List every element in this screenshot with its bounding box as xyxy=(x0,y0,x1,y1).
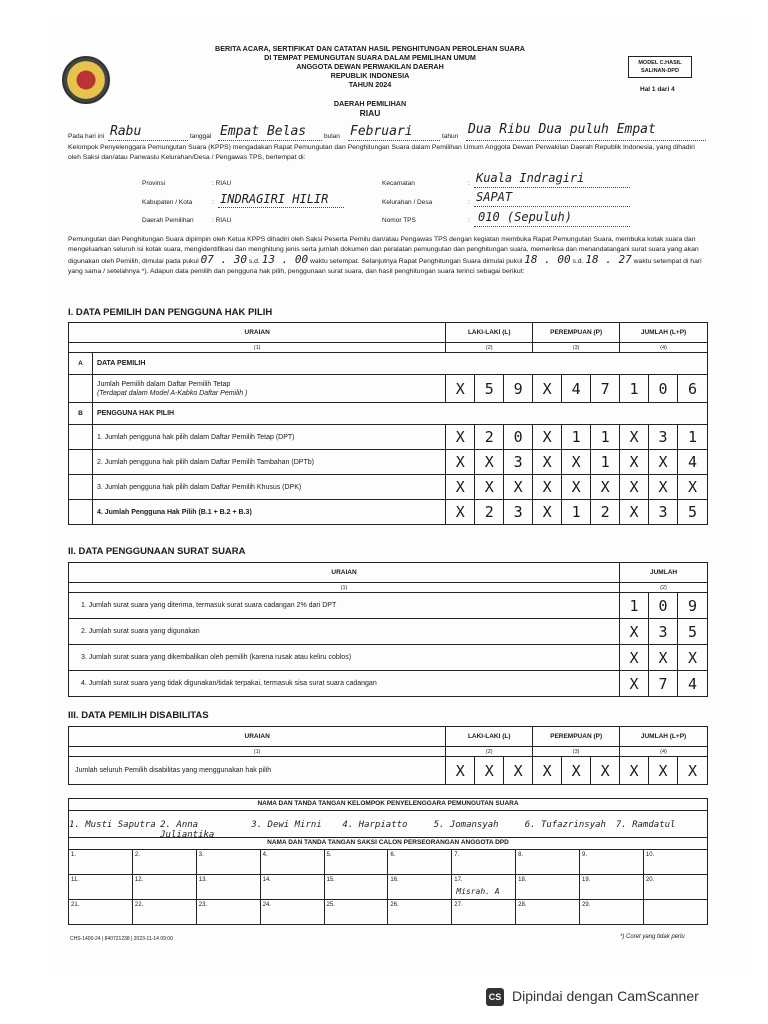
provinsi-value: : RIAU xyxy=(212,180,232,187)
cell: X xyxy=(620,425,649,450)
s3-n1: (1) xyxy=(69,747,446,757)
intro-paragraph: Kelompok Penyelenggara Pemungutan Suara (KPPS) mengadakan Rapat Pemungutan dan Penghitungan Suara dalam Pemilihan Umum Anggota Dewan Perwakilan Daerah Republik Indonesia, yang dihadiri oleh Saksi dan/atau Panwaslu Kelurahan/Desa / Pengawas TPS, bertempat di: xyxy=(68,144,695,161)
s2-n2: (2) xyxy=(620,583,708,593)
saksi-cell-number: 17. xyxy=(454,877,463,883)
saksi-cell: 2. xyxy=(132,850,196,875)
cell: X xyxy=(649,475,678,500)
saksi-cell xyxy=(643,900,707,925)
cell: X xyxy=(677,475,707,500)
cell: 1 xyxy=(620,375,649,403)
saksi-row xyxy=(69,875,708,900)
kpps-sign-5: 5. Jomansyah xyxy=(433,820,499,830)
cell: X xyxy=(620,500,649,525)
kpps-sign-4: 4. Harpiatto xyxy=(342,820,408,830)
cell: X xyxy=(446,475,475,500)
saksi-cell: 9. xyxy=(580,850,644,875)
kabupaten-label: Kabupaten / Kota xyxy=(142,199,193,206)
table-row xyxy=(69,645,708,671)
kpps-title: NAMA DAN TANDA TANGAN KELOMPOK PENYELENGGARA PEMUNGUTAN SUARA xyxy=(69,799,708,811)
s1-h-j: JUMLAH (L+P) xyxy=(620,323,708,343)
kelurahan-label: Kelurahan / Desa xyxy=(382,199,433,206)
camscanner-icon: CS xyxy=(486,988,504,1006)
saksi-cell: 4. xyxy=(260,850,324,875)
cell: X xyxy=(533,375,562,403)
para2-text3: waktu setempat di hari yang sama / setelahnya *). Adapun data pemilih dan pengguna hak pilih, penggunaan surat suara, dan hasil penghitungan suara terinci sebagai berikut: xyxy=(68,258,702,275)
s1-a-row-line2: (Terdapat dalam Model A-Kabko Daftar Pemilih ) xyxy=(96,389,248,397)
footer-note: *) Coret yang tidak perlu xyxy=(620,934,685,940)
saksi-cell: 1. xyxy=(69,850,133,875)
cell: X xyxy=(533,500,562,525)
cell: 3 xyxy=(649,619,678,645)
doc-title-5: TAHUN 2024 xyxy=(348,80,392,89)
s3-n4: (4) xyxy=(620,747,708,757)
hari-value: Rabu xyxy=(110,124,142,139)
cell: 5 xyxy=(677,500,707,525)
row-label: 2. Jumlah pengguna hak pilih dalam Daftar Pemilih Tambahan (DPTb) xyxy=(92,450,445,475)
camscanner-label: Dipindai dengan CamScanner xyxy=(512,988,699,1004)
waktu-setempat: waktu setempat. xyxy=(310,258,360,265)
daerah-value: RIAU xyxy=(359,108,381,118)
daerah-label: DAERAH PEMILIHAN xyxy=(333,99,407,108)
cell: X xyxy=(446,425,475,450)
tahun-value: Dua Ribu Dua puluh Empat xyxy=(468,122,656,137)
tps-label: Nomor TPS xyxy=(382,217,416,224)
row-label: 3. Jumlah surat suara yang dikembalikan oleh pemilih (karena rusak atau keliru coblos) xyxy=(69,645,620,671)
s3-h-p: PEREMPUAN (P) xyxy=(533,727,620,747)
cell: 5 xyxy=(678,619,708,645)
section1-title: I. DATA PEMILIH DAN PENGGUNA HAK PILIH xyxy=(68,307,273,318)
bulan-label: bulan xyxy=(324,133,340,140)
count-start: 18 . 00 xyxy=(524,253,571,266)
saksi-cell: 27. xyxy=(452,900,516,925)
section3-title: III. DATA PEMILIH DISABILITAS xyxy=(68,710,209,721)
tanggal-value: Empat Belas xyxy=(220,124,307,139)
saksi-cell: 7. xyxy=(452,850,516,875)
cell: X xyxy=(649,450,678,475)
section2-title: II. DATA PENGGUNAAN SURAT SUARA xyxy=(68,546,246,557)
s1-n3: (3) xyxy=(533,343,620,353)
row-label: 4. Jumlah Pengguna Hak Pilih (B.1 + B.2 + B.3) xyxy=(92,500,445,525)
saksi-row xyxy=(69,850,708,875)
cell: X xyxy=(533,450,562,475)
section1-table xyxy=(68,322,708,525)
cell: X xyxy=(504,757,533,785)
saksi-cell: 12. xyxy=(132,875,196,900)
cell: 0 xyxy=(649,375,678,403)
signature-table xyxy=(68,798,708,925)
cell: 7 xyxy=(591,375,620,403)
cell: X xyxy=(620,450,649,475)
s3-h-uraian: URAIAN xyxy=(69,727,446,747)
row-label: 1. Jumlah pengguna hak pilih dalam Daftar Pemilih Tetap (DPT) xyxy=(92,425,445,450)
saksi-cell: 22. xyxy=(132,900,196,925)
cell: X xyxy=(475,757,504,785)
cell: X xyxy=(475,450,504,475)
cell: 1 xyxy=(591,425,620,450)
doc-title-2: DI TEMPAT PEMUNGUTAN SUARA DALAM PEMILIHAN UMUM xyxy=(264,53,476,62)
pada-hari-label: Pada hari ini xyxy=(68,133,105,140)
s1-b-title: PENGGUNA HAK PILIH xyxy=(92,403,707,425)
table-row xyxy=(69,500,708,525)
provinsi-label: Provinsi xyxy=(142,180,166,187)
cell: X xyxy=(562,475,591,500)
dapil-label: Daerah Pemilihan xyxy=(142,217,194,224)
cell: X xyxy=(562,450,591,475)
saksi-cell: 19. xyxy=(580,875,644,900)
doc-title-3: ANGGOTA DEWAN PERWAKILAN DAERAH xyxy=(296,62,444,71)
cell: 0 xyxy=(504,425,533,450)
s2-h-uraian: URAIAN xyxy=(69,563,620,583)
saksi-cell: 5. xyxy=(324,850,388,875)
kpps-sign-7: 7. Ramdatul xyxy=(615,820,676,830)
saksi-cell: 6. xyxy=(388,850,452,875)
table-row xyxy=(69,450,708,475)
s3-n2: (2) xyxy=(446,747,533,757)
s3-h-j: JUMLAH (L+P) xyxy=(620,727,708,747)
table-row xyxy=(69,375,708,403)
cell: 2 xyxy=(475,425,504,450)
model-line1: MODEL C.HASIL xyxy=(638,60,682,66)
kecamatan-value: Kuala Indragiri xyxy=(476,171,585,185)
s3-h-l: LAKI-LAKI (L) xyxy=(446,727,533,747)
cell: 2 xyxy=(591,500,620,525)
sd-2: s.d. xyxy=(572,258,584,265)
kelurahan-value: SAPAT xyxy=(476,190,513,204)
s1-a-row-line1: Jumlah Pemilih dalam Daftar Pemilih Tetap xyxy=(96,380,231,388)
cell: X xyxy=(533,757,562,785)
cell: 9 xyxy=(678,593,708,619)
cell: 1 xyxy=(677,425,707,450)
cell: 1 xyxy=(620,593,649,619)
row-label: 2. Jumlah surat suara yang digunakan xyxy=(69,619,620,645)
table-row xyxy=(69,671,708,697)
start-time: 07 . 30 xyxy=(200,253,247,266)
cell: X xyxy=(649,645,678,671)
end-time: 13 . 00 xyxy=(261,253,309,266)
table-row xyxy=(69,619,708,645)
model-box xyxy=(628,56,692,78)
kpps-sign-1: 1. Musti Saputra xyxy=(69,820,156,830)
cell: X xyxy=(504,475,533,500)
saksi-cell: 25. xyxy=(324,900,388,925)
saksi-cell: 21. xyxy=(69,900,133,925)
cell: 3 xyxy=(649,425,678,450)
cell: 4 xyxy=(677,450,707,475)
cell: 4 xyxy=(562,375,591,403)
cell: X xyxy=(533,475,562,500)
tanggal-label: tanggal xyxy=(190,133,212,140)
s1-h-p: PEREMPUAN (P) xyxy=(533,323,620,343)
kpps-sign-2: 2. Anna Juliantika xyxy=(160,820,215,840)
cell: 7 xyxy=(649,671,678,697)
row-label: 1. Jumlah surat suara yang diterima, termasuk surat suara cadangan 2% dari DPT xyxy=(69,593,620,619)
s2-h-jumlah: JUMLAH xyxy=(620,563,708,583)
cell: X xyxy=(533,425,562,450)
section3-table xyxy=(68,726,708,785)
row-label: 4. Jumlah surat suara yang tidak digunakan/tidak terpakai, termasuk sisa surat suara cadangan xyxy=(69,671,620,697)
cell: X xyxy=(620,645,649,671)
kpps-sign-3: 3. Dewi Mirni xyxy=(251,820,322,830)
saksi-cell: 18. xyxy=(516,875,580,900)
cell: X xyxy=(446,375,475,403)
saksi-cell: 29. xyxy=(580,900,644,925)
cell: X xyxy=(678,645,708,671)
s1-n1: (1) xyxy=(69,343,446,353)
cell: 3 xyxy=(504,500,533,525)
cell: 9 xyxy=(504,375,533,403)
cell: 3 xyxy=(649,500,678,525)
saksi-row xyxy=(69,900,708,925)
saksi-cell: 3. xyxy=(196,850,260,875)
saksi-title: NAMA DAN TANDA TANGAN SAKSI CALON PERSEORANGAN ANGGOTA DPD xyxy=(69,838,708,850)
table-row xyxy=(69,757,708,785)
tps-value: 010 (Sepuluh) xyxy=(478,210,572,224)
cell: X xyxy=(446,757,475,785)
saksi-cell: 15. xyxy=(324,875,388,900)
cell: X xyxy=(620,671,649,697)
saksi-cell: 16. xyxy=(388,875,452,900)
bulan-value: Februari xyxy=(350,124,413,139)
saksi-cell: 13. xyxy=(196,875,260,900)
cell: X xyxy=(591,757,620,785)
cell: X xyxy=(620,475,649,500)
cell: 0 xyxy=(649,593,678,619)
saksi-cell: 24. xyxy=(260,900,324,925)
doc-title-4: REPUBLIK INDONESIA xyxy=(330,71,410,80)
s1-n4: (4) xyxy=(620,343,708,353)
saksi-cell: 8. xyxy=(516,850,580,875)
s1-n2: (2) xyxy=(446,343,533,353)
saksi-cell: 14. xyxy=(260,875,324,900)
s1-a-title: DATA PEMILIH xyxy=(92,353,707,375)
cell: X xyxy=(677,757,707,785)
section2-table xyxy=(68,562,708,697)
count-end: 18 . 27 xyxy=(585,253,632,266)
cell: X xyxy=(562,757,591,785)
tahun-label: tahun xyxy=(442,133,459,140)
saksi-cell: 10. xyxy=(643,850,707,875)
cell: 1 xyxy=(562,500,591,525)
para2-text2: Selanjutnya Rapat Penghitungan Suara dimulai pukul xyxy=(361,258,523,265)
model-line2: SALINAN-DPD xyxy=(641,68,679,74)
table-row xyxy=(69,425,708,450)
cell: 5 xyxy=(475,375,504,403)
saksi-cell: 20. xyxy=(643,875,707,900)
cell: X xyxy=(620,757,649,785)
cell: 6 xyxy=(677,375,707,403)
saksi-cell-17 xyxy=(452,875,516,900)
cell: X xyxy=(620,619,649,645)
saksi-sign-17: Misrah. A xyxy=(456,887,500,896)
cell: X xyxy=(591,475,620,500)
saksi-cell: 23. xyxy=(196,900,260,925)
row-label: Jumlah seluruh Pemilih disabilitas yang menggunakan hak pilih xyxy=(69,757,446,785)
s3-n3: (3) xyxy=(533,747,620,757)
cell: 3 xyxy=(504,450,533,475)
saksi-cell: 26. xyxy=(388,900,452,925)
para2-text xyxy=(68,235,708,277)
dapil-value: : RIAU xyxy=(212,217,232,224)
page-info: Hal 1 dari 4 xyxy=(640,86,675,93)
s1-a-letter: A xyxy=(69,353,93,375)
para2-text1: Pemungutan dan Penghitungan Suara dipimpin oleh Ketua KPPS dihadiri oleh Saksi Peserta Pemilu dan/atau Pengawas TPS dengan kegiatan membuka Rapat Pemungutan Suara, membuka kotak suara dan mengeluarkan seluruh isi kotak suara, mengidentifikasi dan menghitung jenis serta jumlah dokumen dan peralatan pemungutan dan penghitungan suara, memeriksa dan menandatangani surat suara yang akan digunakan oleh Pemilih, dimulai pada pukul xyxy=(68,236,699,265)
kabupaten-value: INDRAGIRI HILIR xyxy=(220,192,329,206)
cell: 2 xyxy=(475,500,504,525)
cell: X xyxy=(649,757,678,785)
cell: X xyxy=(446,450,475,475)
footer-code: CHS-1400-24 | 840721238 | 2023-11-14 09:00 xyxy=(70,936,173,942)
s1-b-letter: B xyxy=(69,403,93,425)
kpps-sign-6: 6. Tufazrinsyah xyxy=(524,820,606,830)
cell: 4 xyxy=(678,671,708,697)
sd-1: s.d. xyxy=(248,258,260,265)
kecamatan-label: Kecamatan xyxy=(382,180,415,187)
row-label: 3. Jumlah pengguna hak pilih dalam Daftar Pemilih Khusus (DPK) xyxy=(92,475,445,500)
table-row xyxy=(69,593,708,619)
s2-n1: (1) xyxy=(69,583,620,593)
s1-h-uraian: URAIAN xyxy=(69,323,446,343)
s1-h-l: LAKI-LAKI (L) xyxy=(446,323,533,343)
saksi-cell: 11. xyxy=(69,875,133,900)
cell: X xyxy=(446,500,475,525)
saksi-cell: 28. xyxy=(516,900,580,925)
kpu-logo-icon xyxy=(62,56,110,104)
cell: 1 xyxy=(562,425,591,450)
doc-title-1: BERITA ACARA, SERTIFIKAT DAN CATATAN HASIL PENGHITUNGAN PEROLEHAN SUARA xyxy=(215,44,525,53)
cell: 1 xyxy=(591,450,620,475)
table-row xyxy=(69,475,708,500)
cell: X xyxy=(475,475,504,500)
